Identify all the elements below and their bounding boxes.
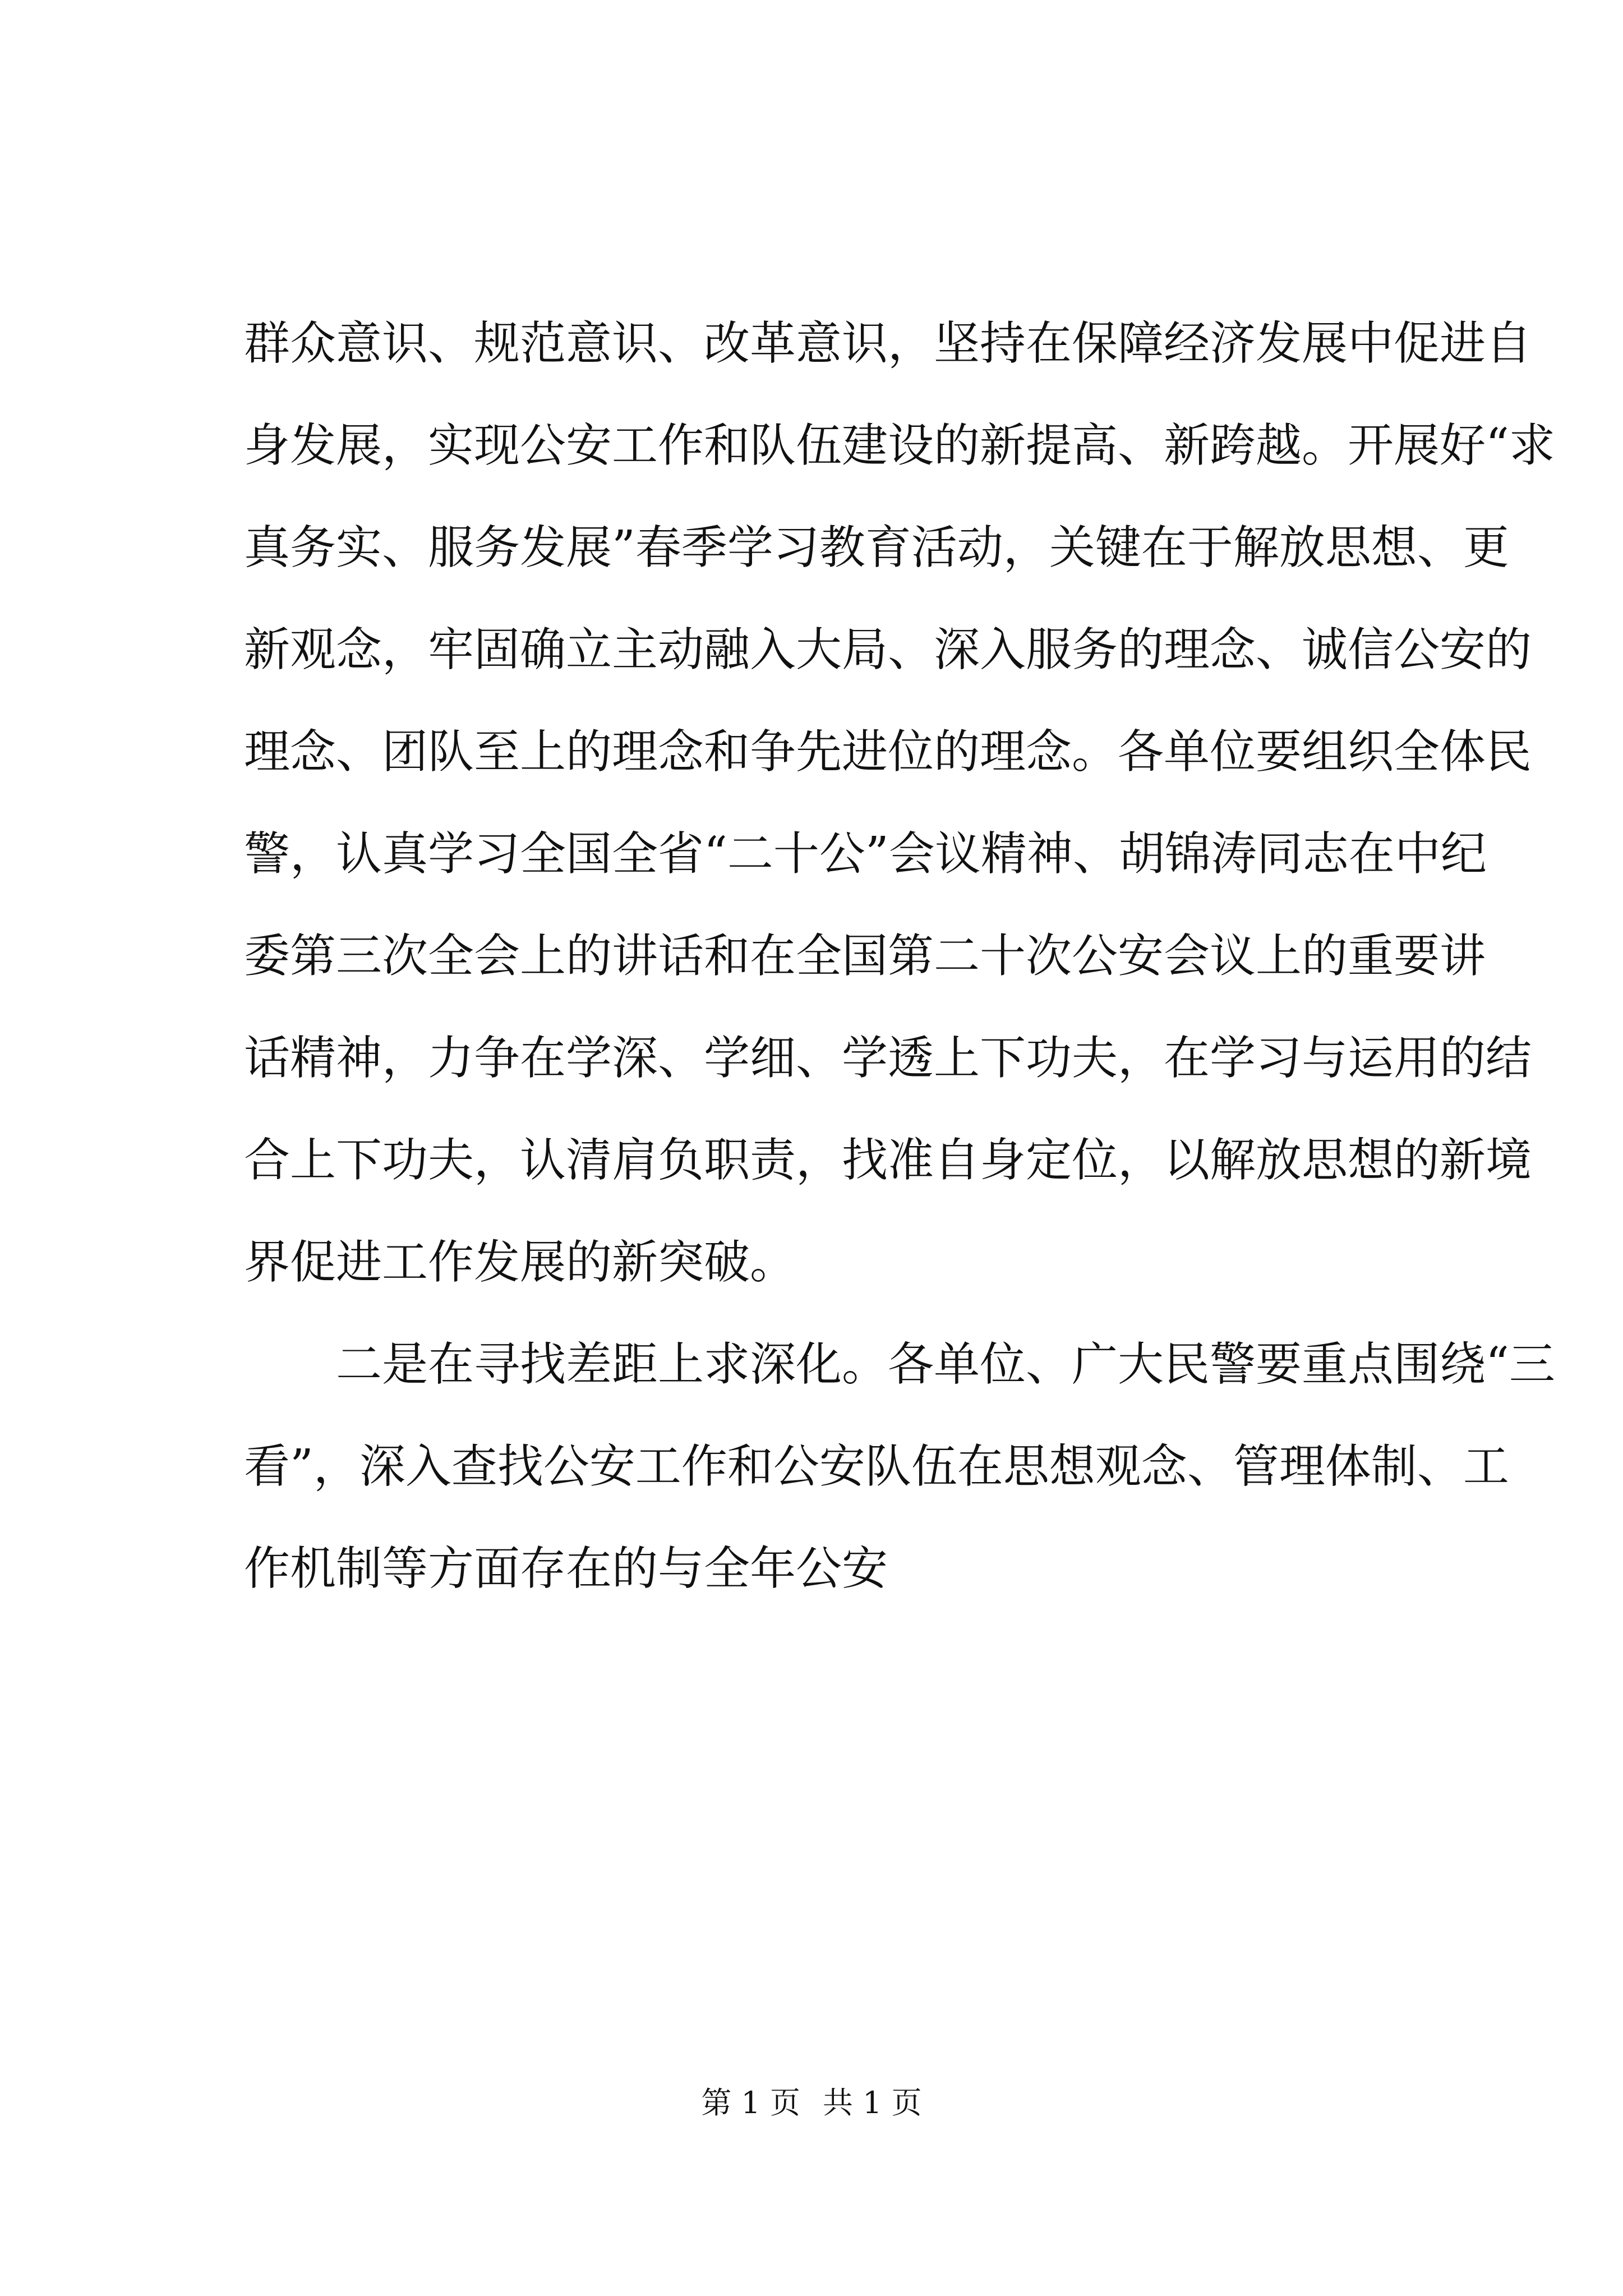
paragraph-1 bbox=[244, 293, 1555, 1314]
page-footer bbox=[0, 2083, 1623, 2123]
page-number: 第 1 页 bbox=[701, 2085, 800, 2120]
text-line: 作机制等方面存在的与全年公安 bbox=[244, 1542, 888, 1595]
text-line: 真务实、服务发展”春季学习教育活动，关键在于解放思想、更 bbox=[244, 521, 1509, 574]
text-line: 身发展，实现公安工作和队伍建设的新提高、新跨越。开展好“求 bbox=[244, 419, 1555, 472]
text-line: 警，认真学习全国全省“二十公”会议精神、胡锦涛同志在中纪 bbox=[244, 827, 1487, 881]
text-line: 界促进工作发展的新突破。 bbox=[244, 1236, 796, 1289]
page-total: 共 1 页 bbox=[823, 2085, 922, 2120]
document-body bbox=[244, 293, 1555, 1620]
text-line: 群众意识、规范意识、改革意识，坚持在保障经济发展中促进自 bbox=[244, 317, 1532, 370]
text-line: 合上下功夫，认清肩负职责，找准自身定位，以解放思想的新境 bbox=[244, 1134, 1532, 1187]
text-line: 看”，深入查找公安工作和公安队伍在思想观念、管理体制、工 bbox=[244, 1440, 1509, 1493]
text-line: 二是在寻找差距上求深化。各单位、广大民警要重点围绕“三 bbox=[336, 1338, 1555, 1391]
text-line: 委第三次全会上的讲话和在全国第二十次公安会议上的重要讲 bbox=[244, 930, 1486, 983]
text-line: 新观念，牢固确立主动融入大局、深入服务的理念、诚信公安的 bbox=[244, 623, 1532, 677]
paragraph-2 bbox=[244, 1314, 1555, 1620]
text-line: 理念、团队至上的理念和争先进位的理念。各单位要组织全体民 bbox=[244, 725, 1532, 779]
text-line: 话精神，力争在学深、学细、学透上下功夫，在学习与运用的结 bbox=[244, 1032, 1532, 1085]
